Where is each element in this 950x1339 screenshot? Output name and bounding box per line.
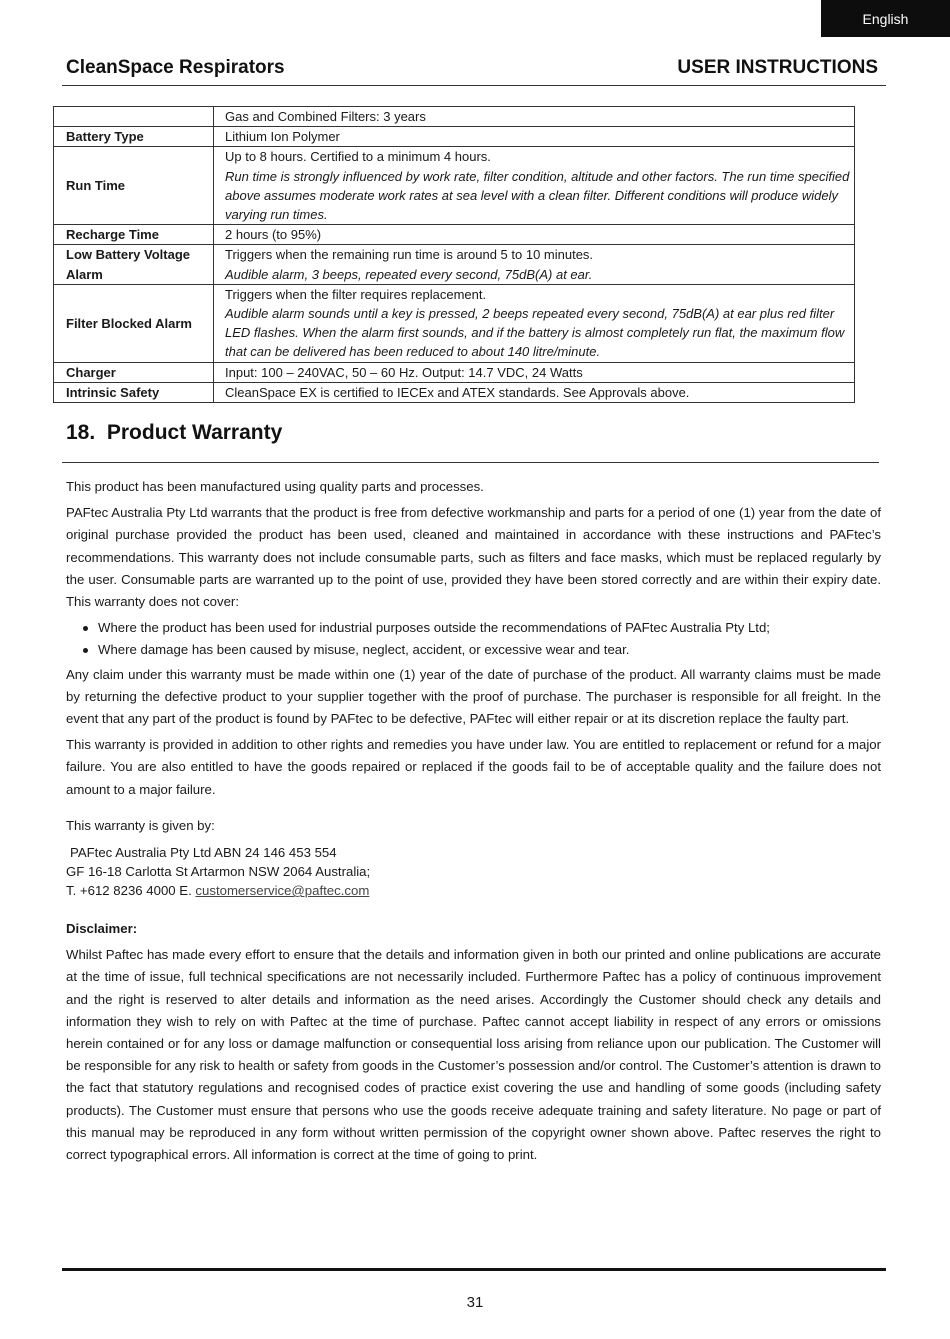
footer-divider: [62, 1268, 886, 1271]
disclaimer-text: Whilst Paftec has made every effort to ensure that the details and information given in both our printed and online publications are accurate at the time of issue, full technical specifications are not necessarily included. Furthermore Paftec has a policy of continuous improvement and the right is reserved to alter details and information as the need arises. Accordingly the Customer should check any details and information they wish to rely on with Paftec at the time of purchase. Paftec cannot accept liability in respect of any errors or omissions herein contained or for any loss or damage malfunction or consequential loss arising from reliance upon our publication. The Customer will be responsible for any risk to health or safety from goods in the Customer’s possession and/or control. The Customer’s attention is drawn to the fact that statutory regulations and recognised codes of practice exist covering the use and handling of some goods (including safety products). The Customer must ensure that persons who use the goods receive adequate training and safety literature. No page or part of this manual may be reproduced in any form without written permission of the copyright owner shown above. Paftec reserves the right to correct typographical errors. All information is correct at the time of going to print.: [66, 947, 881, 1163]
spec-label-filter-blocked: Filter Blocked Alarm: [54, 284, 214, 362]
low-battery-note: Audible alarm, 3 beeps, repeated every second, 75dB(A) at ear.: [225, 266, 593, 282]
warranty-terms: PAFtec Australia Pty Ltd warrants that the product is free from defective workmanship and parts for a period of one (1) year from the date of original purchase provided the product has been used, cleaned and maintained in accordance with these instructions and PAFtec’s recommendations. This warranty does not include consumable parts, such as filters and face masks, which must be replaced regularly by the user. Consumable parts are warranted up to the point of use, provided they have been stored correctly and are within their expiry date. This warranty does not cover:: [66, 505, 881, 610]
brand-title: CleanSpace Respirators: [66, 57, 285, 78]
spec-value-low-battery: [214, 245, 855, 284]
company-name: PAFtec Australia Pty Ltd ABN 24 146 453 554: [70, 845, 337, 861]
exclusions-list: [66, 617, 881, 661]
filter-blocked-note: Audible alarm sounds until a key is pressed, 2 beeps repeated every second, 75dB(A) at ear plus red filter LED flashes. When the alarm first sounds, and if the battery is almost completely run flat, the maximum flow that can be delivered has been reduced to about 140 litre/minute.: [225, 306, 845, 360]
run-time-value: Up to 8 hours. Certified to a minimum 4 hours.: [225, 149, 491, 165]
email-link[interactable]: customerservice@paftec.com: [195, 883, 370, 899]
company-address-block: [66, 843, 881, 900]
warranty-claims: Any claim under this warranty must be made within one (1) year of the date of purchase of the product. All warranty claims must be made by returning the defective product to your supplier together with the proof of purchase. The purchaser is responsible for all freight. In the event that any part of the product is found by PAFtec to be defective, PAFtec will either repair or at its discretion replace the faulty part.: [66, 666, 881, 727]
contact-line: [66, 881, 881, 900]
company-address: GF 16-18 Carlotta St Artarmon NSW 2064 Australia;: [66, 864, 371, 880]
warranty-given-by: This warranty is given by:: [66, 817, 215, 833]
section-heading: [66, 421, 282, 445]
table-row: [54, 225, 855, 245]
spec-value-charger: Input: 100 – 240VAC, 50 – 60 Hz. Output: 14.7 VDC, 24 Watts: [214, 362, 855, 382]
table-row: [54, 382, 855, 402]
list-item: [66, 639, 881, 661]
list-item: [66, 617, 881, 639]
table-row: [54, 245, 855, 284]
section-number: 18.: [66, 421, 96, 444]
spec-label-low-battery: Low Battery Voltage Alarm: [54, 245, 214, 284]
spec-value-run-time: [214, 147, 855, 225]
spec-value-filter-blocked: [214, 284, 855, 362]
spec-value-shelf-life: Gas and Combined Filters: 3 years: [214, 107, 855, 127]
table-row: [54, 147, 855, 225]
filter-blocked-value: Triggers when the filter requires replacement.: [225, 286, 487, 302]
warranty-body: [66, 476, 881, 1170]
table-row: [54, 362, 855, 382]
warranty-intro: This product has been manufactured using quality parts and processes.: [66, 479, 484, 494]
spec-label-charger: Charger: [54, 362, 214, 382]
table-row: [54, 107, 855, 127]
spec-value-battery-type: Lithium Ion Polymer: [214, 127, 855, 147]
low-battery-value: Triggers when the remaining run time is around 5 to 10 minutes.: [225, 247, 594, 263]
spec-label-battery-type: Battery Type: [54, 127, 214, 147]
table-row: [54, 284, 855, 362]
specifications-table: [53, 106, 855, 403]
spec-label-recharge-time: Recharge Time: [54, 225, 214, 245]
run-time-note: Run time is strongly influenced by work rate, filter condition, altitude and other factors. The run time specified above assumes moderate work rates at sea level with a clean filter. Different conditions will produce widely varying run times.: [225, 168, 850, 223]
spec-label-empty: [54, 107, 214, 127]
phone-text: T. +612 8236 4000 E.: [66, 883, 196, 899]
warranty-rights: This warranty is provided in addition to other rights and remedies you have under law. You are entitled to replacement or refund for a major failure. You are also entitled to have the goods repaired or replaced if the goods fail to be of acceptable quality and the failure does not amount to a major failure.: [66, 737, 881, 797]
section-divider: [62, 462, 879, 463]
exclusion-text: Where the product has been used for industrial purposes outside the recommendations of PAFtec Australia Pty Ltd;: [98, 620, 770, 636]
doc-type-title: USER INSTRUCTIONS: [677, 57, 878, 78]
section-title: Product Warranty: [106, 421, 283, 444]
spec-value-recharge-time: 2 hours (to 95%): [214, 225, 855, 245]
bullet-icon: [83, 626, 88, 631]
spec-label-run-time: Run Time: [54, 147, 214, 225]
header-divider: [62, 85, 886, 86]
table-row: [54, 127, 855, 147]
spec-value-intrinsic-safety: CleanSpace EX is certified to IECEx and ATEX standards. See Approvals above.: [214, 382, 855, 402]
page-header: [66, 57, 878, 79]
disclaimer-heading: Disclaimer:: [66, 921, 138, 937]
page-number: 31: [466, 1294, 484, 1311]
bullet-icon: [83, 648, 88, 653]
language-tab[interactable]: English: [821, 0, 950, 37]
spec-label-intrinsic-safety: Intrinsic Safety: [54, 382, 214, 402]
exclusion-text: Where damage has been caused by misuse, neglect, accident, or excessive wear and tear.: [98, 642, 630, 658]
